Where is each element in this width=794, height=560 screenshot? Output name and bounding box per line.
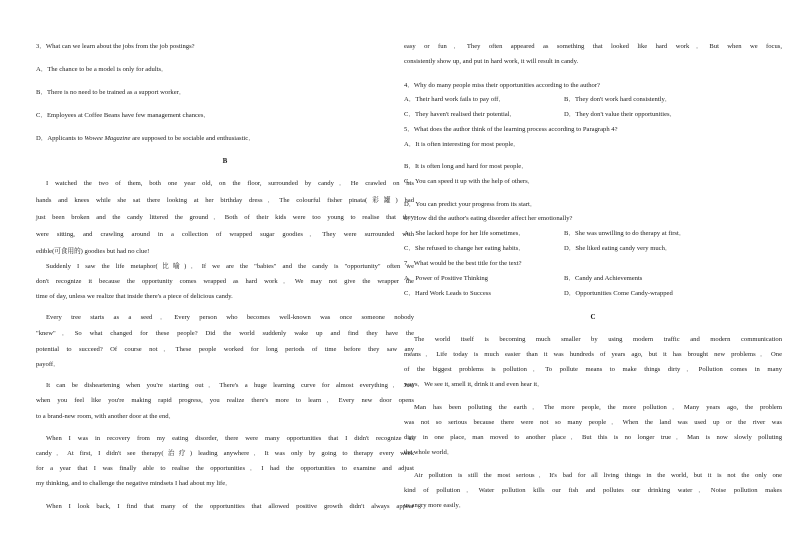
passage-b-line: candy．At first, I didn't see therapy(治疗) leading anywhere．It was only by going to therapy every week: [36, 450, 414, 457]
question-5-stem: 5．What does the author think of the learning process according to Paragraph 4?: [404, 126, 618, 133]
question-5-option-a: A．It is often interesting for most people．: [404, 141, 520, 148]
question-3-stem: 3．What can we learn about the jobs from the job postings?: [36, 43, 195, 50]
passage-c-line: of the biggest problems is pollution．To pollute means to make things dirty．Pollution comes in many: [404, 366, 782, 373]
passage-b-line: time of day, unless we realize that inside there's a piece of delicious candy.: [36, 293, 233, 300]
section-b-heading: B: [222, 157, 228, 165]
passage-b-line: consistently show up, and put in hard work, it will result in candy.: [404, 58, 579, 65]
passage-b-line: easy or fun．They often appeared as something that looked like hard work．But when we focus,: [404, 43, 782, 50]
section-c-heading: C: [590, 313, 596, 321]
passage-c-line: was not so serious because there were not so many people．When the land was used up or the river was: [404, 419, 782, 426]
passage-b-line: potential to succeed? Of course not．These people worked for long periods of time before they saw any: [36, 346, 414, 353]
passage-c-line: The world itself is becoming much smaller by using modern traffic and modern communication: [414, 336, 782, 343]
passage-b-line: when you feel like you're making rapid progress, you realize there's more to learn．Every new door opens: [36, 397, 414, 404]
passage-b-line: just been broken and the candy littered the ground．Both of their kids were too young to realise that they: [36, 214, 414, 221]
question-5-option-c: C．You can speed it up with the help of others．: [404, 178, 535, 185]
question-3-option-b: B．There is no need to be trained as a support worker．: [36, 89, 186, 96]
passage-c-line: Air pollution is still the most serious．It's bad for all living things in the world, but it is not the only one: [414, 472, 782, 479]
passage-b-line: hands and knees while she sat there looking at her birthday dress．The colourful fisher pinata(彩罐) had: [36, 197, 414, 204]
passage-b-line: my thinking, and to challenge the negative mindsets I had about my life．: [36, 480, 232, 487]
passage-c-line: Man has been polluting the earth．The more people, the more pollution．Many years ago, the problem: [414, 404, 782, 411]
passage-b-line: to a brand-new room, with another door at the end．: [36, 413, 176, 420]
question-4-option-b: B．They don't work hard consistently．: [564, 96, 672, 103]
passage-b-line: "knew"．So what changed for these people? Did the world suddenly wake up and find they have the: [36, 330, 414, 337]
question-5-option-b: B．It is often long and hard for most people．: [404, 163, 528, 170]
question-6-stem: 6．How did the author's eating disorder affect her emotionally?: [404, 215, 573, 222]
passage-b-line: When I look back, I find that many of the opportunities that allowed positive growth didn't always appear: [46, 503, 414, 510]
passage-c-line: dirty in one place, man moved to another place．But this is no longer true．Man is now slowly polluting: [404, 434, 782, 441]
passage-b-line: I watched the two of them, both one year old, on the floor, surrounded by candy．He crawled on his: [46, 180, 414, 187]
question-7-option-d: D．Opportunities Come Candy-wrapped: [564, 290, 673, 297]
question-7-stem: 7．What would be the best title for the text?: [404, 260, 522, 267]
question-6-option-c: C．She refused to change her eating habits．: [404, 245, 525, 252]
question-4-stem: 4．Why do many people miss their opportunities according to the author?: [404, 82, 600, 89]
question-5-option-d: D．You can predict your progress from its start．: [404, 201, 537, 208]
question-3-option-c: C．Employees at Coffee Beans have few management chances．: [36, 112, 211, 119]
question-3-option-d: D．Applicants to Wowee Magazine are supposed to be sociable and enthusiastic．: [36, 135, 255, 142]
question-7-option-a: A．Power of Positive Thinking: [404, 275, 488, 282]
passage-b-line: were sitting, and crawling around in a collection of wrapped sugar goodies．They were surrounded with: [36, 231, 414, 238]
question-7-option-c: C．Hard Work Leads to Success: [404, 290, 491, 297]
passage-b-line: Suddenly I saw the life metaphor(比喻)．If we are the "babies" and the candy is "opportunity" often we: [46, 263, 414, 270]
passage-c-line: kind of pollution．Water pollution kills our fish and pollutes our drinking water．Noise pollution makes: [404, 487, 782, 494]
passage-b-line: It can be disheartening when you're starting out．There's a huge learning curve for almost everything．Just: [46, 382, 414, 389]
question-7-option-b: B．Candy and Achievements: [564, 275, 643, 282]
question-4-option-d: D．They don't value their opportunities．: [564, 111, 677, 118]
passage-b-line: Every tree starts as a seed．Every person who becomes well-known was once someone nobody: [46, 314, 414, 321]
passage-b-line: edible(可食用的) goodies but had no clue!: [36, 248, 150, 255]
question-6-option-d: D．She liked eating candy very much．: [564, 245, 672, 252]
passage-b-line: for a year that I was finally able to realise the opportunities．I had the opportunities to examine and adjust: [36, 465, 414, 472]
passage-c-line: ways．We see it, smell it, drink it and even hear it．: [404, 381, 544, 388]
question-6-option-a: A．She lacked hope for her life sometimes．: [404, 230, 525, 237]
question-6-option-b: B．She was unwilling to do therapy at first．: [564, 230, 686, 237]
passage-b-line: don't recognize it because the opportunity comes wrapped as hard work．We may not give the wrapper the: [36, 278, 414, 285]
passage-b-line: payoff．: [36, 361, 60, 368]
passage-c-line: means．Life today is much easier than it was hundreds of years ago, but it has brought new problems．One: [404, 351, 782, 358]
passage-b-line: When I was in recovery from my eating disorder, there were many opportunities that I didn't recognize as: [46, 435, 414, 442]
passage-c-line: us angry more easily．: [404, 502, 466, 509]
magazine-title: Wowee Magazine: [84, 135, 131, 142]
question-4-option-a: A．Their hard work fails to pay off．: [404, 96, 505, 103]
passage-c-line: the whole world．: [404, 449, 454, 456]
question-4-option-c: C．They haven't realised their potential．: [404, 111, 517, 118]
question-3-option-a: A．The chance to be a model is only for adults．: [36, 66, 168, 73]
